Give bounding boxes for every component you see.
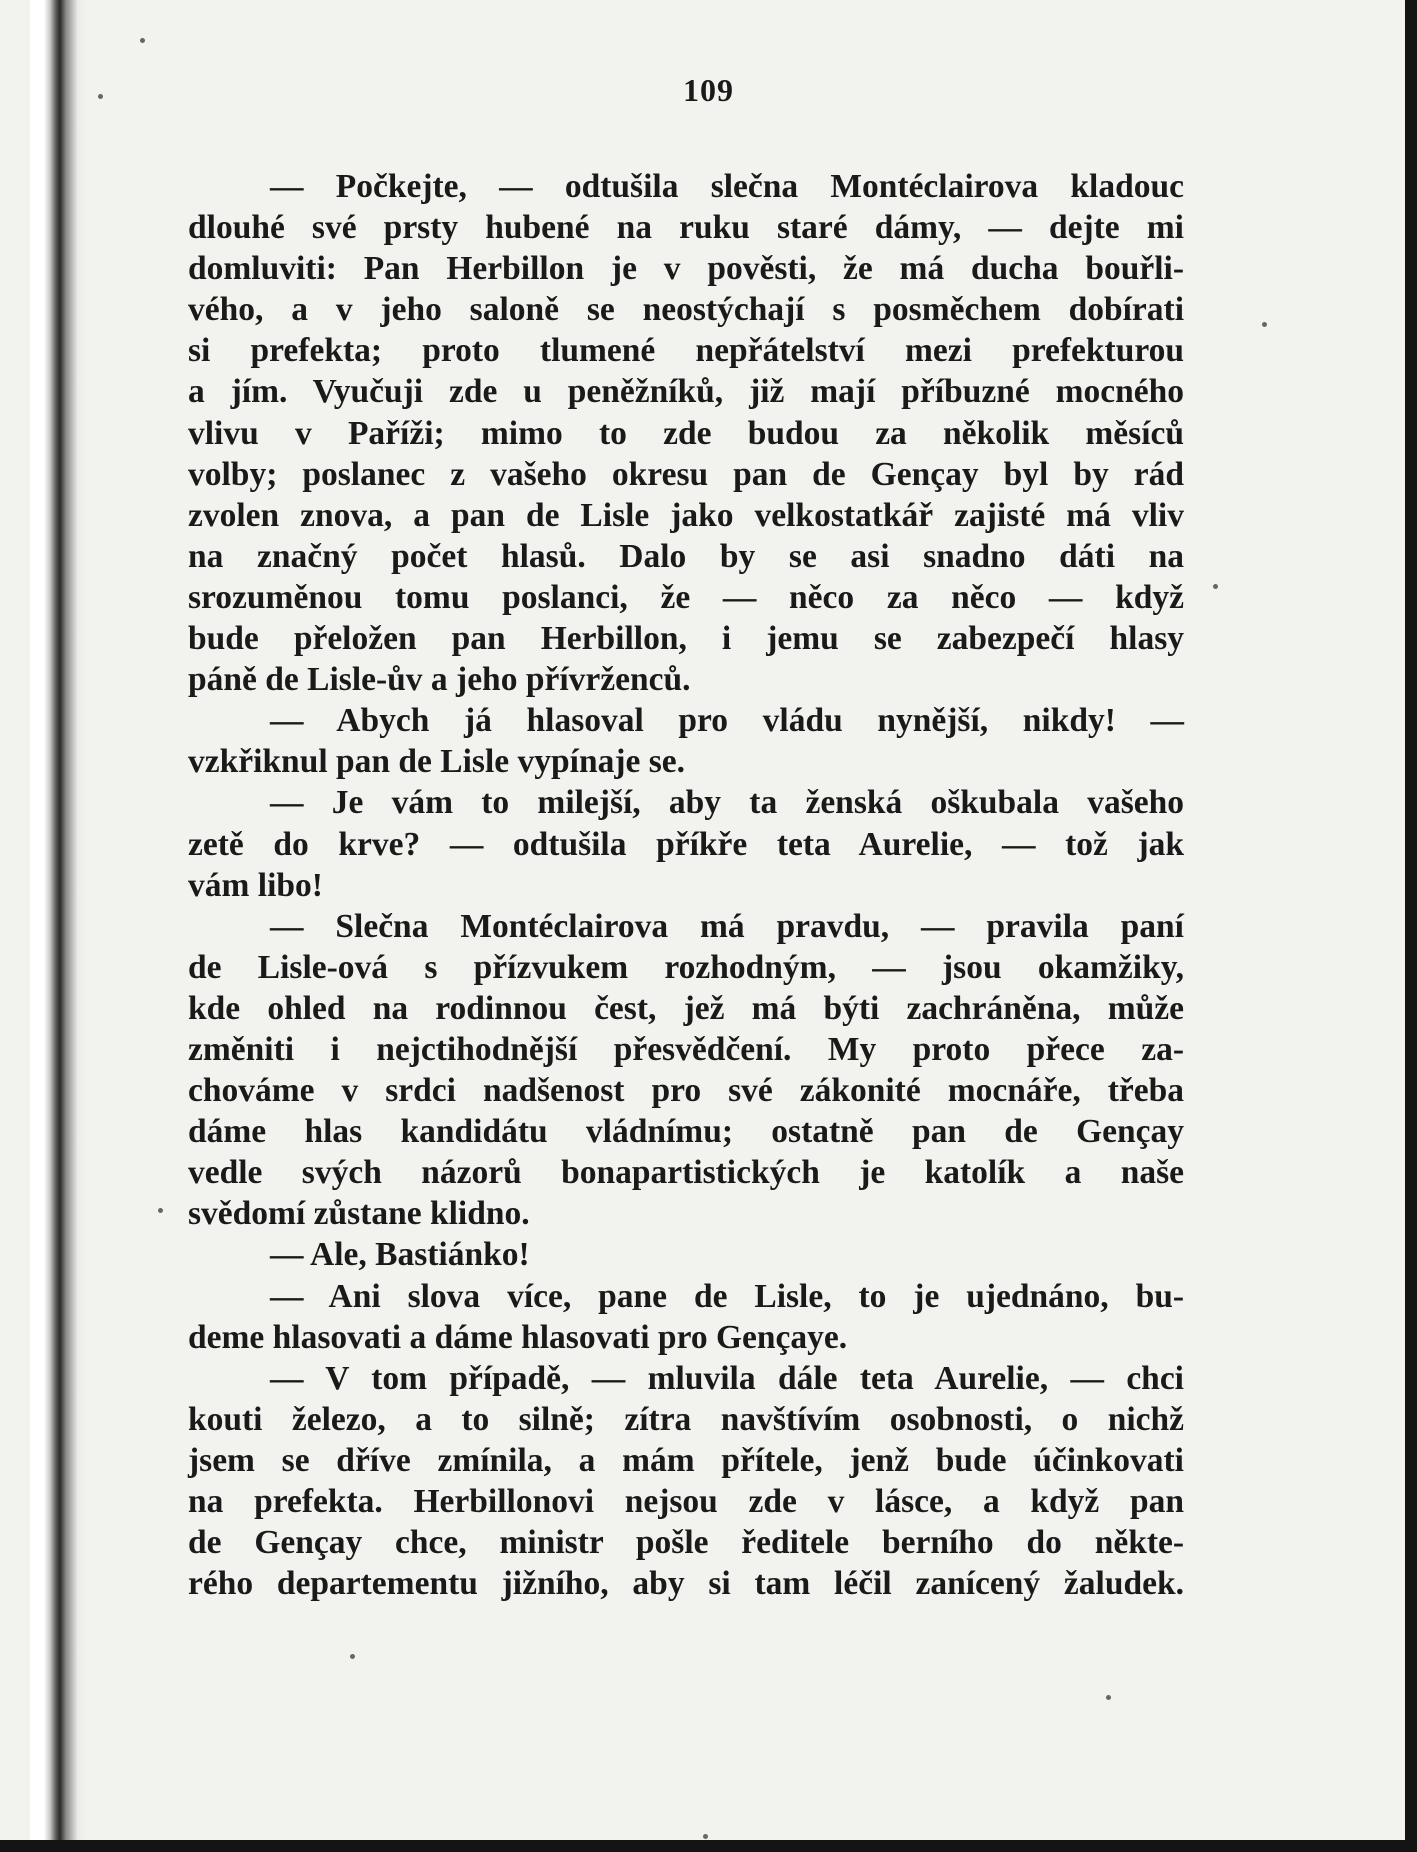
text-line: bude přeložen pan Herbillon, i jemu se zabezpečí hlasy: [188, 620, 1184, 658]
text-line: deme hlasovati a dáme hlasovati pro Gençaye.: [188, 1318, 848, 1356]
text-line: na prefekta. Herbillonovi nejsou zde v lásce, a když pan: [188, 1483, 1184, 1520]
text-line: kde ohled na rodinnou čest, jež má býti zachráněna, může: [188, 989, 1184, 1027]
text-line: vého, a v jeho saloně se neostýchají s posměchem dobírati: [188, 291, 1184, 329]
print-speck: [158, 1208, 163, 1213]
body-text: [188, 166, 1184, 1604]
text-line: dáme hlas kandidátu vládnímu; ostatně pan de Gençay: [188, 1113, 1184, 1151]
print-speck: [98, 94, 103, 99]
text-line: vám libo!: [188, 866, 323, 904]
text-line: de Gençay chce, ministr pošle ředitele berního do někte-: [188, 1524, 1184, 1562]
print-speck: [140, 38, 145, 43]
text-line: — Slečna Montéclairova má pravdu, — pravila paní: [270, 907, 1184, 945]
text-line: změniti i nejctihodnější přesvědčení. My proto přece za-: [188, 1030, 1184, 1068]
text-line: svědomí zůstane klidno.: [188, 1195, 530, 1233]
text-line: de Lisle-ová s přízvukem rozhodným, — jsou okamžiky,: [188, 948, 1184, 986]
text-line: kouti železo, a to silně; zítra navštívím osobnosti, o nichž: [188, 1400, 1184, 1438]
text-line: si prefekta; proto tlumené nepřátelství mezi prefekturou: [188, 332, 1184, 370]
print-speck: [703, 1834, 708, 1839]
text-line: — Ani slova více, pane de Lisle, to je ujednáno, bu-: [270, 1277, 1184, 1315]
text-line: volby; poslanec z vašeho okresu pan de Gençay byl by rád: [188, 455, 1184, 493]
text-line: chováme v srdci nadšenost pro své zákonité mocnáře, třeba: [188, 1072, 1184, 1110]
text-line: rého departementu jižního, aby si tam léčil zanícený žaludek.: [188, 1565, 1184, 1603]
text-line: vedle svých názorů bonapartistických je katolík a naše: [188, 1154, 1184, 1192]
text-line: páně de Lisle-ův a jeho přívrženců.: [188, 661, 691, 699]
page-edge-bottom: [0, 1840, 1417, 1852]
text-line: a jím. Vyučuji zde u peněžníků, již mají příbuzné mocného: [188, 373, 1184, 411]
text-line: — Je vám to milejší, aby ta ženská oškubala vašeho: [270, 784, 1184, 822]
text-line: na značný počet hlasů. Dalo by se asi snadno dáti na: [188, 537, 1184, 575]
text-line: — V tom případě, — mluvila dále teta Aurelie, — chci: [270, 1359, 1184, 1397]
text-line: — Ale, Bastiánko!: [270, 1236, 530, 1274]
page-edge-right: [1405, 0, 1417, 1852]
text-line: domluviti: Pan Herbillon je v pověsti, že má ducha bouřli-: [188, 250, 1184, 288]
text-line: dlouhé své prsty hubené na ruku staré dámy, — dejte mi: [188, 209, 1184, 247]
text-line: — Počkejte, — odtušila slečna Montéclairova kladouc: [270, 168, 1184, 205]
text-line: srozuměnou tomu poslanci, že — něco za něco — když: [188, 578, 1184, 616]
book-binding-shadow: [30, 0, 88, 1852]
text-line: jsem se dříve zmínila, a mám přítele, jenž bude účinkovati: [188, 1441, 1184, 1479]
page-number: 109: [683, 72, 734, 108]
text-line: zvolen znova, a pan de Lisle jako velkostatkář zajisté má vliv: [188, 496, 1184, 534]
text-line: vlivu v Paříži; mimo to zde budou za několik měsíců: [188, 414, 1184, 452]
text-line: vzkřiknul pan de Lisle vypínaje se.: [188, 743, 686, 781]
print-speck: [1262, 322, 1267, 327]
text-line: — Abych já hlasoval pro vládu nynější, nikdy! —: [270, 702, 1184, 740]
print-speck: [1213, 584, 1218, 589]
print-speck: [1106, 1695, 1111, 1700]
print-speck: [350, 1654, 355, 1659]
text-line: zetě do krve? — odtušila příkře teta Aurelie, — tož jak: [188, 825, 1184, 863]
